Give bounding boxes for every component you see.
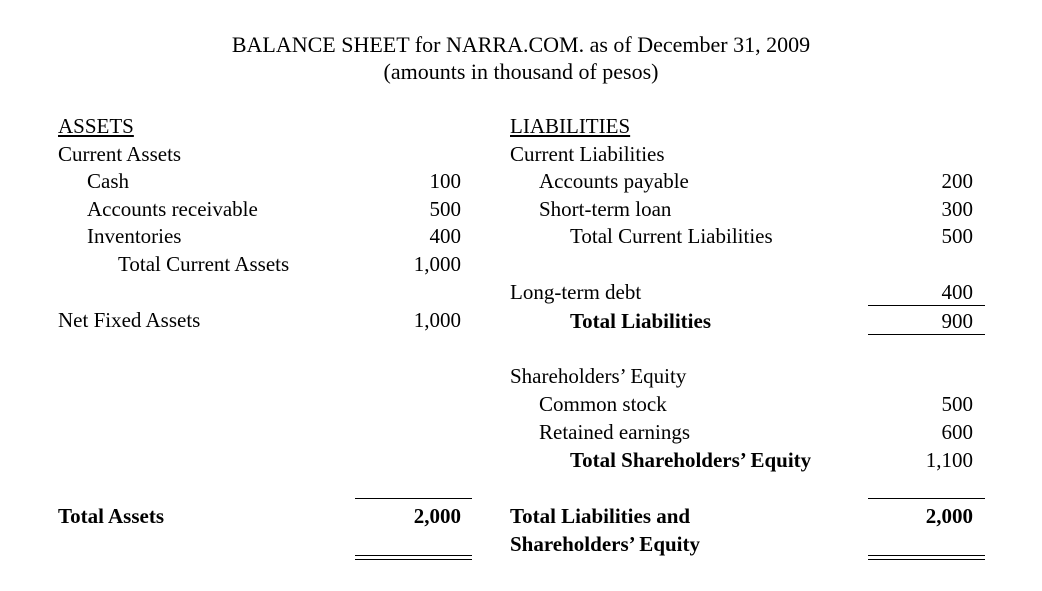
retained-earnings-value: 600 [941,420,973,444]
total-assets-value: 2,000 [413,504,461,528]
cash-value: 100 [429,169,461,193]
total-assets-double-rule-1 [355,555,472,556]
total-assets-double-rule-2 [355,559,472,560]
current-assets-heading: Current Assets [58,142,182,166]
total-current-liabilities-label: Total Current Liabilities [570,224,773,248]
total-shareholders-equity-label: Total Shareholders’ Equity [570,448,812,472]
total-liab-equity-top-rule [868,498,985,499]
total-liab-equity-value: 2,000 [925,504,973,528]
short-term-loan-value: 300 [941,197,973,221]
page-title: BALANCE SHEET for NARRA.COM. as of December 31, 2009 [231,32,811,57]
accounts-receivable-value: 500 [429,197,461,221]
current-liabilities-heading: Current Liabilities [510,142,665,166]
total-shareholders-equity-value: 1,100 [925,448,973,472]
cash-label: Cash [87,169,129,193]
liabilities-heading: LIABILITIES [510,114,631,138]
total-liab-equity-double-rule-1 [868,555,985,556]
retained-earnings-label: Retained earnings [539,420,691,444]
common-stock-value: 500 [941,392,973,416]
total-liabilities-label: Total Liabilities [570,309,712,333]
assets-heading: ASSETS [58,114,134,138]
long-term-debt-value: 400 [941,280,973,304]
net-fixed-assets-value: 1,000 [413,308,461,332]
total-liabilities-value: 900 [941,309,973,333]
total-assets-label: Total Assets [58,504,164,528]
page-subtitle: (amounts in thousand of pesos) [383,59,659,84]
accounts-receivable-label: Accounts receivable [87,197,258,221]
long-term-debt-rule [868,305,985,306]
total-liab-equity-label-line2: Shareholders’ Equity [510,532,701,556]
long-term-debt-label: Long-term debt [510,280,642,304]
accounts-payable-value: 200 [941,169,973,193]
short-term-loan-label: Short-term loan [539,197,672,221]
common-stock-label: Common stock [539,392,667,416]
total-liabilities-rule [868,334,985,335]
net-fixed-assets-label: Net Fixed Assets [58,308,201,332]
total-liab-equity-double-rule-2 [868,559,985,560]
inventories-value: 400 [429,224,461,248]
total-liab-equity-label-line1: Total Liabilities and [510,504,691,528]
total-current-liabilities-value: 500 [941,224,973,248]
inventories-label: Inventories [87,224,182,248]
accounts-payable-label: Accounts payable [539,169,689,193]
total-assets-top-rule [355,498,472,499]
total-current-assets-value: 1,000 [413,252,461,276]
total-current-assets-label: Total Current Assets [118,252,290,276]
shareholders-equity-heading: Shareholders’ Equity [510,364,687,388]
